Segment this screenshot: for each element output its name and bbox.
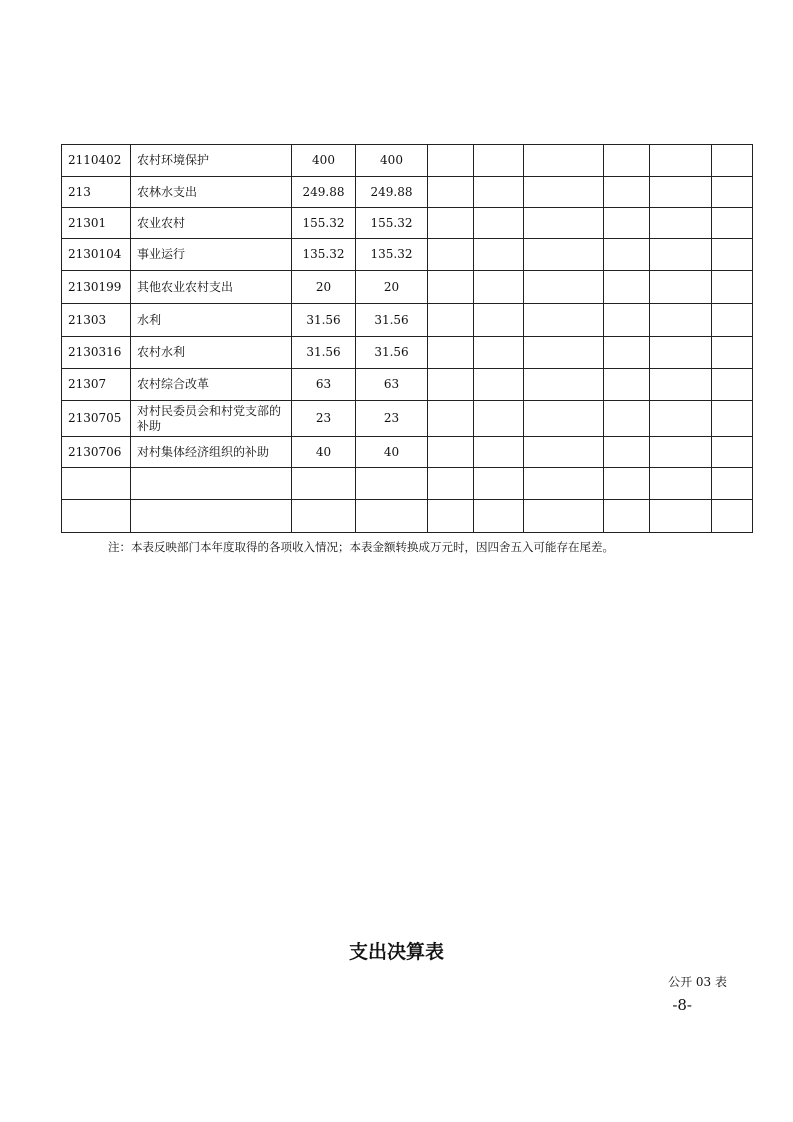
- account-code-cell: 2130199: [62, 271, 131, 304]
- empty-cell: [428, 145, 474, 177]
- total-amount-cell: 135.32: [292, 239, 356, 271]
- empty-cell: [474, 337, 524, 369]
- empty-cell: [524, 145, 604, 177]
- account-name-cell: 对村民委员会和村党支部的补助: [131, 401, 292, 437]
- empty-cell: [650, 304, 712, 337]
- empty-cell: [604, 468, 650, 500]
- account-code-cell: 21303: [62, 304, 131, 337]
- basic-amount-cell: 135.32: [356, 239, 428, 271]
- section-title: 支出决算表: [348, 941, 444, 963]
- table-row: [62, 337, 753, 369]
- table-note: 注：本表反映部门本年度取得的各项收入情况；本表金额转换成万元时，因四舍五入可能存在尾差。: [108, 540, 614, 554]
- empty-cell: [474, 239, 524, 271]
- empty-cell: [604, 145, 650, 177]
- empty-cell: [650, 500, 712, 533]
- empty-cell: [712, 437, 753, 468]
- empty-cell: [428, 208, 474, 239]
- empty-cell: [524, 437, 604, 468]
- empty-cell: [650, 468, 712, 500]
- empty-cell: [428, 401, 474, 437]
- empty-cell: [650, 337, 712, 369]
- empty-cell: [474, 271, 524, 304]
- table-row: [62, 401, 753, 437]
- basic-amount-cell: [356, 500, 428, 533]
- empty-cell: [712, 401, 753, 437]
- basic-amount-cell: 249.88: [356, 177, 428, 208]
- empty-cell: [650, 208, 712, 239]
- account-code-cell: 2130104: [62, 239, 131, 271]
- table-row: [62, 208, 753, 239]
- empty-cell: [524, 177, 604, 208]
- empty-cell: [650, 401, 712, 437]
- total-amount-cell: 155.32: [292, 208, 356, 239]
- empty-cell: [712, 304, 753, 337]
- account-code-cell: 2130706: [62, 437, 131, 468]
- account-code-cell: 21307: [62, 369, 131, 401]
- empty-cell: [712, 145, 753, 177]
- total-amount-cell: 31.56: [292, 337, 356, 369]
- total-amount-cell: 249.88: [292, 177, 356, 208]
- total-amount-cell: 40: [292, 437, 356, 468]
- empty-cell: [604, 239, 650, 271]
- empty-cell: [650, 271, 712, 304]
- basic-amount-cell: 400: [356, 145, 428, 177]
- total-amount-cell: 20: [292, 271, 356, 304]
- account-name-cell: 事业运行: [131, 239, 292, 271]
- empty-cell: [712, 239, 753, 271]
- empty-cell: [428, 271, 474, 304]
- table-row: [62, 271, 753, 304]
- empty-cell: [604, 304, 650, 337]
- account-name-cell: 农业农村: [131, 208, 292, 239]
- table-row: [62, 468, 753, 500]
- empty-cell: [650, 145, 712, 177]
- basic-amount-cell: 31.56: [356, 304, 428, 337]
- total-amount-cell: [292, 500, 356, 533]
- empty-cell: [604, 437, 650, 468]
- account-name-cell: 农村水利: [131, 337, 292, 369]
- account-code-cell: [62, 468, 131, 500]
- empty-cell: [428, 304, 474, 337]
- empty-cell: [604, 337, 650, 369]
- empty-cell: [474, 437, 524, 468]
- basic-amount-cell: 155.32: [356, 208, 428, 239]
- empty-cell: [428, 468, 474, 500]
- empty-cell: [474, 208, 524, 239]
- basic-amount-cell: 63: [356, 369, 428, 401]
- page-number: -8-: [672, 996, 692, 1014]
- account-name-cell: [131, 468, 292, 500]
- empty-cell: [524, 500, 604, 533]
- empty-cell: [712, 208, 753, 239]
- empty-cell: [474, 177, 524, 208]
- budget-table: [61, 144, 753, 533]
- empty-cell: [524, 208, 604, 239]
- total-amount-cell: 63: [292, 369, 356, 401]
- table-row: [62, 304, 753, 337]
- empty-cell: [604, 500, 650, 533]
- empty-cell: [712, 468, 753, 500]
- empty-cell: [474, 401, 524, 437]
- account-name-cell: 农村综合改革: [131, 369, 292, 401]
- empty-cell: [712, 337, 753, 369]
- empty-cell: [604, 271, 650, 304]
- account-code-cell: 2130705: [62, 401, 131, 437]
- empty-cell: [524, 468, 604, 500]
- empty-cell: [524, 369, 604, 401]
- account-code-cell: 2110402: [62, 145, 131, 177]
- empty-cell: [650, 177, 712, 208]
- basic-amount-cell: 40: [356, 437, 428, 468]
- total-amount-cell: 400: [292, 145, 356, 177]
- table-row: [62, 239, 753, 271]
- empty-cell: [428, 500, 474, 533]
- empty-cell: [474, 468, 524, 500]
- account-code-cell: 213: [62, 177, 131, 208]
- account-name-cell: 水利: [131, 304, 292, 337]
- empty-cell: [524, 401, 604, 437]
- empty-cell: [712, 271, 753, 304]
- total-amount-cell: 31.56: [292, 304, 356, 337]
- empty-cell: [474, 369, 524, 401]
- account-code-cell: [62, 500, 131, 533]
- empty-cell: [712, 500, 753, 533]
- account-name-cell: 对村集体经济组织的补助: [131, 437, 292, 468]
- empty-cell: [428, 239, 474, 271]
- empty-cell: [650, 437, 712, 468]
- table-row: [62, 369, 753, 401]
- account-code-cell: 2130316: [62, 337, 131, 369]
- table-row: [62, 500, 753, 533]
- account-name-cell: [131, 500, 292, 533]
- total-amount-cell: 23: [292, 401, 356, 437]
- empty-cell: [604, 177, 650, 208]
- empty-cell: [524, 304, 604, 337]
- empty-cell: [650, 239, 712, 271]
- empty-cell: [650, 369, 712, 401]
- table-code: 公开 03 表: [668, 975, 727, 989]
- table-row: [62, 145, 753, 177]
- empty-cell: [524, 337, 604, 369]
- empty-cell: [428, 437, 474, 468]
- empty-cell: [524, 271, 604, 304]
- empty-cell: [428, 369, 474, 401]
- total-amount-cell: [292, 468, 356, 500]
- empty-cell: [604, 208, 650, 239]
- table-row: [62, 177, 753, 208]
- empty-cell: [604, 369, 650, 401]
- empty-cell: [524, 239, 604, 271]
- empty-cell: [474, 500, 524, 533]
- empty-cell: [604, 401, 650, 437]
- account-name-cell: 农林水支出: [131, 177, 292, 208]
- empty-cell: [712, 369, 753, 401]
- account-name-cell: 其他农业农村支出: [131, 271, 292, 304]
- basic-amount-cell: [356, 468, 428, 500]
- empty-cell: [474, 304, 524, 337]
- account-code-cell: 21301: [62, 208, 131, 239]
- empty-cell: [712, 177, 753, 208]
- account-name-cell: 农村环境保护: [131, 145, 292, 177]
- table-row: [62, 437, 753, 468]
- basic-amount-cell: 23: [356, 401, 428, 437]
- basic-amount-cell: 31.56: [356, 337, 428, 369]
- basic-amount-cell: 20: [356, 271, 428, 304]
- empty-cell: [428, 337, 474, 369]
- empty-cell: [474, 145, 524, 177]
- empty-cell: [428, 177, 474, 208]
